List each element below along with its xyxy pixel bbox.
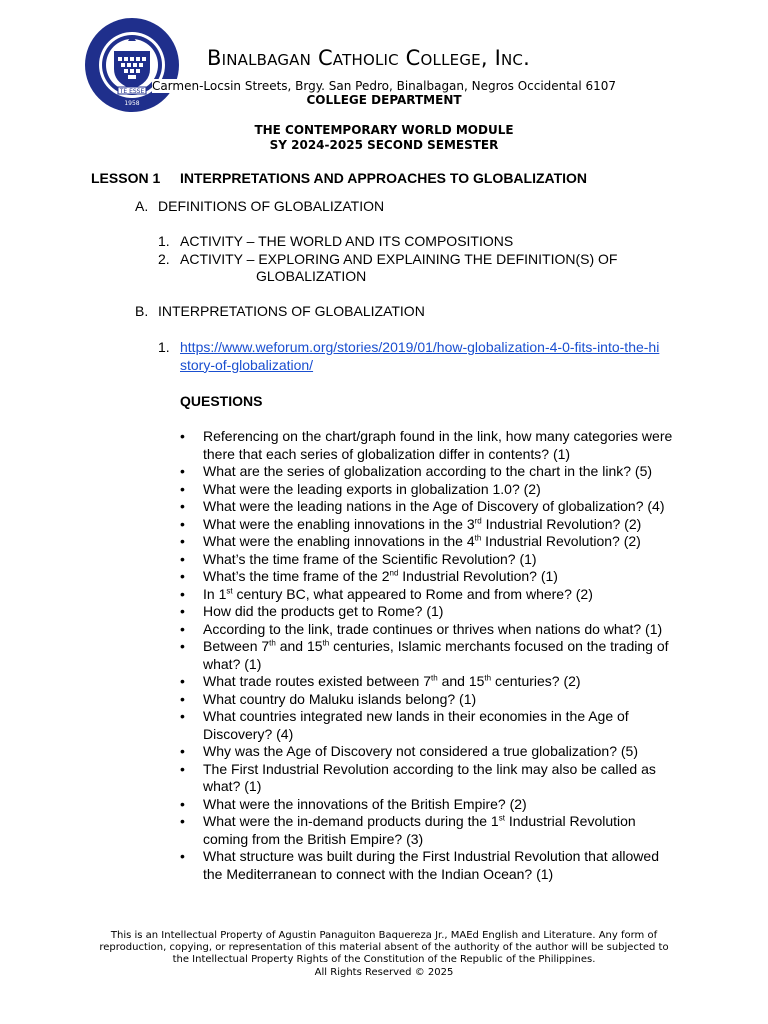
- question-item: • What were the enabling innovations in the 4th Industrial Revolution? (2): [180, 533, 680, 551]
- question-item: • What were the enabling innovations in the 3rd Industrial Revolution? (2): [180, 516, 680, 534]
- question-item: • What were the leading exports in globalization 1.0? (2): [180, 481, 680, 499]
- question-item: • What trade routes existed between 7th and 15th centuries? (2): [180, 673, 680, 691]
- question-item: • Why was the Age of Discovery not considered a true globalization? (5): [180, 743, 680, 761]
- college-department: COLLEGE DEPARTMENT: [306, 93, 462, 107]
- question-item: • According to the link, trade continues or thrives when nations do what? (1): [180, 621, 680, 639]
- question-item: • How did the products get to Rome? (1): [180, 603, 680, 621]
- question-item: • In 1st century BC, what appeared to Rome and from where? (2): [180, 586, 680, 604]
- question-item: • Referencing on the chart/graph found in the link, how many categories were there that each series of globalization differ in contents? (1): [180, 428, 680, 463]
- footer-line: This is an Intellectual Property of Agustin Panaguiton Baquereza Jr., MAEd English and Literature. Any form of: [110, 930, 658, 941]
- question-item: • What were the in-demand products during the 1st Industrial Revolution coming from the British Empire? (3): [180, 813, 680, 848]
- module-semester: SY 2024-2025 SECOND SEMESTER: [269, 138, 499, 152]
- activity-1-text: ACTIVITY – THE WORLD AND ITS COMPOSITIONS: [180, 233, 514, 249]
- section-b-marker: B.: [135, 303, 149, 319]
- questions-heading: QUESTIONS: [180, 393, 263, 409]
- footer-line: reproduction, copying, or representation of this material absent of the authority of the author will be subjected to: [99, 942, 669, 954]
- question-item: • Between 7th and 15th centuries, Islamic merchants focused on the trading of what? (1): [180, 638, 680, 673]
- lesson-number: LESSON 1: [91, 170, 161, 186]
- activity-2-continuation: GLOBALIZATION: [256, 268, 367, 284]
- seal-motto: TE ESSE: [119, 88, 145, 95]
- college-address: [0, 79, 768, 93]
- question-item: • What’s the time frame of the 2nd Industrial Revolution? (1): [180, 568, 680, 586]
- question-item: • What are the series of globalization according to the chart in the link? (5): [180, 463, 680, 481]
- question-item: • What were the leading nations in the Age of Discovery of globalization? (4): [180, 498, 680, 516]
- activity-2-text: ACTIVITY – EXPLORING AND EXPLAINING THE DEFINITION(S) OF: [180, 251, 618, 267]
- section-a-marker: A.: [135, 198, 149, 214]
- question-item: • What country do Maluku islands belong? (1): [180, 691, 680, 709]
- module-title: THE CONTEMPORARY WORLD MODULE: [254, 123, 514, 137]
- section-a-title: DEFINITIONS OF GLOBALIZATION: [158, 198, 385, 214]
- copyright-footer: [0, 930, 768, 979]
- question-item: • The First Industrial Revolution according to the link may also be called as what? (1): [180, 761, 680, 796]
- footer-line: the Intellectual Property Rights of the Constitution of the Republic of the Philippines.: [172, 954, 596, 966]
- address-text: Carmen-Locsin Streets, Brgy. San Pedro, Binalbagan, Negros Occidental 6107: [151, 79, 617, 93]
- question-item: • What structure was built during the First Industrial Revolution that allowed the Mediterranean to connect with the Indian Ocean? (1): [180, 848, 680, 883]
- lesson-title: INTERPRETATIONS AND APPROACHES TO GLOBALIZATION: [180, 170, 588, 186]
- weforum-link[interactable]: https://www.weforum.org/stories/2019/01/how-globalization-4-0-fits-into-the-history-of-globalization/: [180, 339, 660, 373]
- questions-list: [180, 428, 680, 883]
- section-b-title: INTERPRETATIONS OF GLOBALIZATION: [158, 303, 425, 319]
- question-item: • What were the innovations of the British Empire? (2): [180, 796, 680, 814]
- link-marker: 1.: [158, 339, 170, 355]
- activity-1-marker: 1.: [158, 233, 170, 249]
- seal-year: 1958: [124, 100, 140, 107]
- college-name: Binalbagan Catholic College, Inc.: [207, 46, 530, 70]
- question-item: • What countries integrated new lands in their economies in the Age of Discovery? (4): [180, 708, 680, 743]
- question-item: • What’s the time frame of the Scientific Revolution? (1): [180, 551, 680, 569]
- footer-line: All Rights Reserved © 2025: [314, 966, 454, 978]
- activity-2-marker: 2.: [158, 251, 170, 267]
- lesson-heading: [91, 170, 587, 186]
